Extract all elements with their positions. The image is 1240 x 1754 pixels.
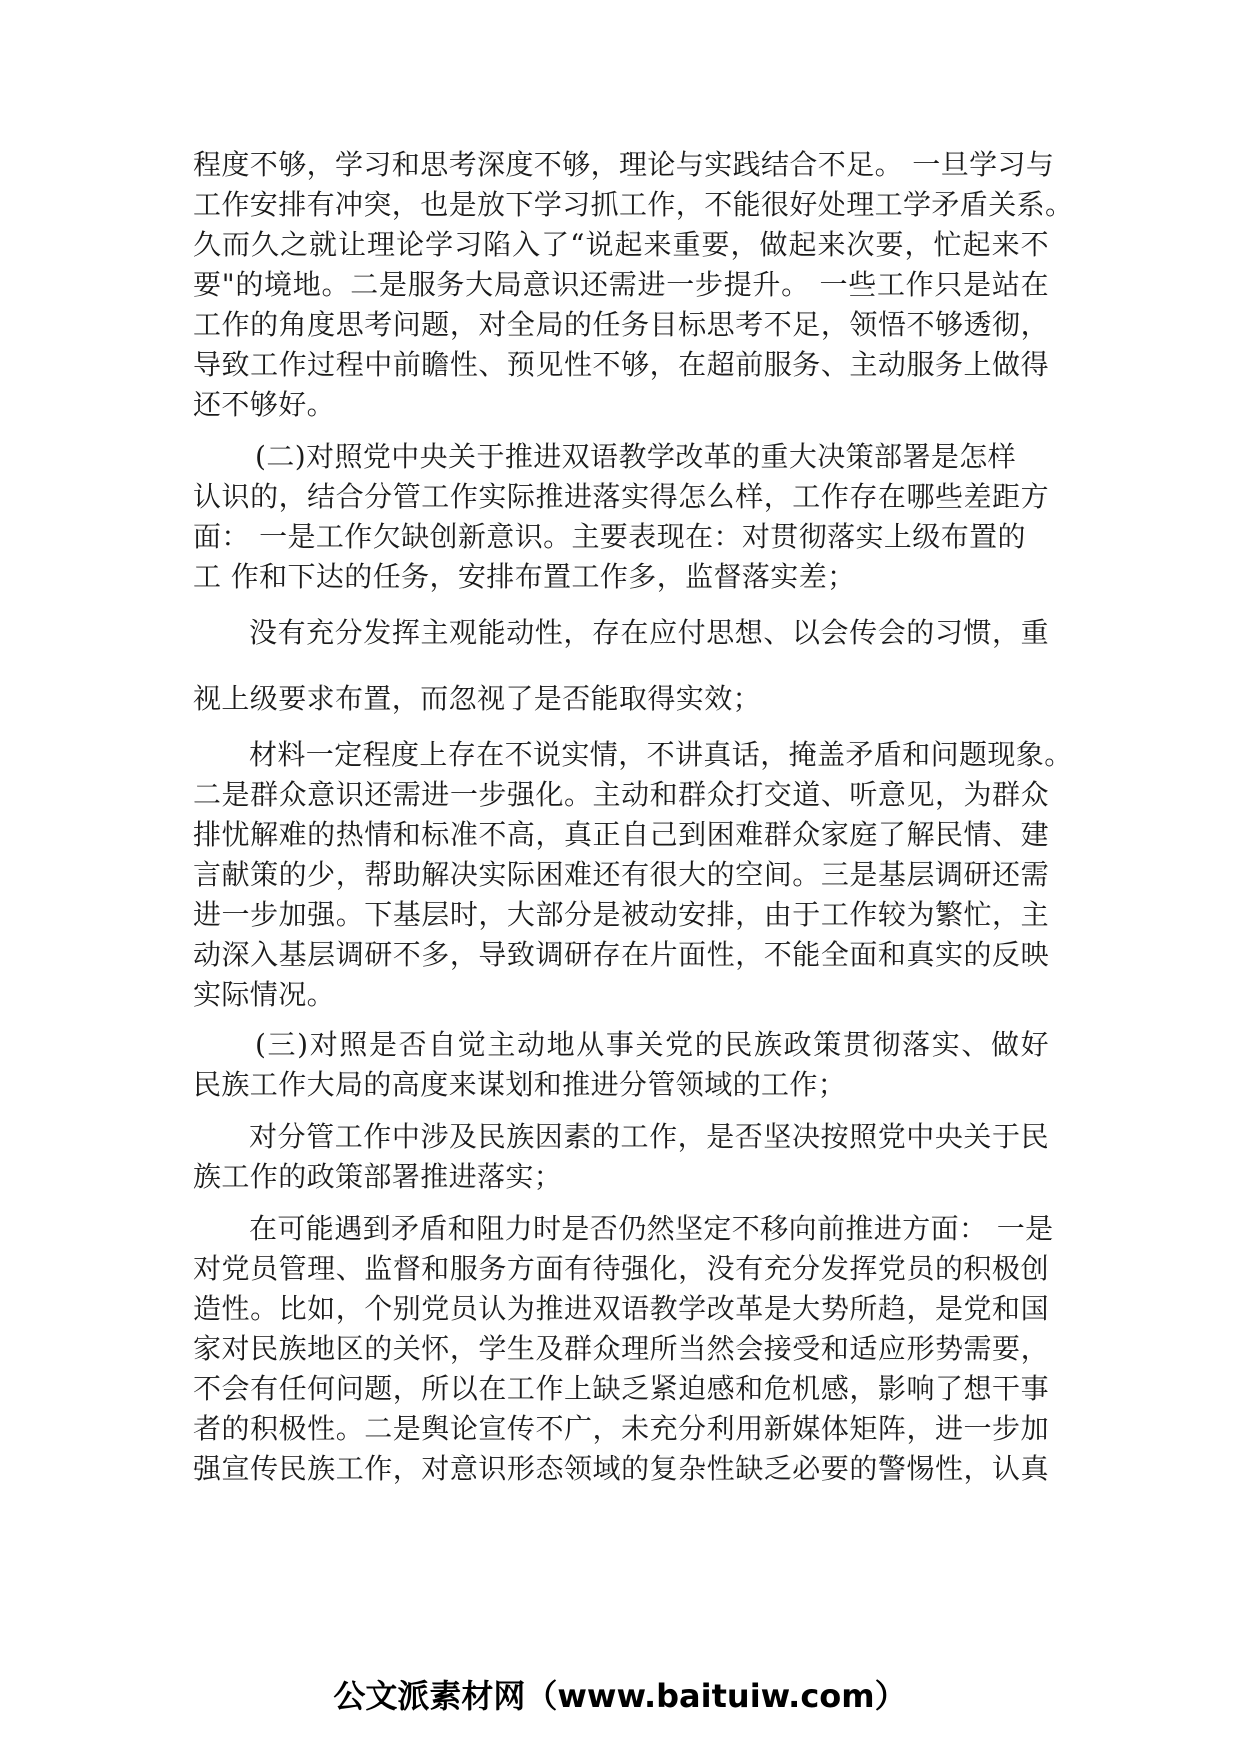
text-line: 对党员管理、监督和服务方面有待强化，没有充分发挥党员的积极创 — [193, 1252, 1049, 1285]
text-line: 言献策的少，帮助解决实际困难还有很大的空间。三是基层调研还需 — [193, 858, 1049, 891]
text-line: 认识的，结合分管工作实际推进落实得怎么样，工作存在哪些差距方 — [193, 480, 1049, 513]
text-line: 民族工作大局的高度来谋划和推进分管领域的工作； — [193, 1068, 847, 1101]
section-heading-3: (三)对照是否自觉主动地从事关党的民族政策贯彻落实、做好 — [255, 1028, 1049, 1061]
text-line: 要"的境地。二是服务大局意识还需进一步提升。 一些工作只是站在 — [193, 268, 1049, 301]
text-line: 没有充分发挥主观能动性，存在应付思想、以会传会的习惯，重 — [249, 616, 1049, 649]
text-line: 二是群众意识还需进一步强化。主动和群众打交道、听意见，为群众 — [193, 778, 1049, 811]
text-line: 面： 一是工作欠缺创新意识。主要表现在：对贯彻落实上级布置的 — [193, 520, 1026, 553]
text-line: 导致工作过程中前瞻性、预见性不够，在超前服务、主动服务上做得 — [193, 348, 1049, 381]
text-line: 工作安排有冲突，也是放下学习抓工作，不能很好处理工学矛盾关系。 — [193, 188, 1074, 221]
section-heading-2: (二)对照党中央关于推进双语教学改革的重大决策部署是怎样 — [255, 440, 1017, 473]
text-line: 动深入基层调研不多，导致调研存在片面性，不能全面和真实的反映 — [193, 938, 1049, 971]
text-line: 者的积极性。二是舆论宣传不广，未充分利用新媒体矩阵，进一步加 — [193, 1412, 1049, 1445]
text-line: 对分管工作中涉及民族因素的工作，是否坚决按照党中央关于民 — [249, 1120, 1049, 1153]
text-line: 族工作的政策部署推进落实； — [193, 1160, 563, 1193]
text-line: 工作的角度思考问题，对全局的任务目标思考不足，领悟不够透彻， — [193, 308, 1049, 341]
text-line: 进一步加强。下基层时，大部分是被动安排，由于工作较为繁忙，主 — [193, 898, 1049, 931]
text-line: 造性。比如，个别党员认为推进双语教学改革是大势所趋，是党和国 — [193, 1292, 1049, 1325]
text-line: 视上级要求布置，而忽视了是否能取得实效； — [193, 682, 762, 715]
text-line: 材料一定程度上存在不说实情，不讲真话，掩盖矛盾和问题现象。 — [249, 738, 1073, 771]
text-line: 实际情况。 — [193, 978, 336, 1011]
text-line: 还不够好。 — [193, 388, 336, 421]
text-line: 久而久之就让理论学习陷入了“说起来重要，做起来次要，忙起来不 — [193, 228, 1049, 261]
text-line: 程度不够，学习和思考深度不够，理论与实践结合不足。 一旦学习与 — [193, 148, 1055, 181]
text-line: 强宣传民族工作，对意识形态领域的复杂性缺乏必要的警惕性，认真 — [193, 1452, 1049, 1485]
text-line: 排忧解难的热情和标准不高，真正自己到困难群众家庭了解民情、建 — [193, 818, 1049, 851]
footer-site-label: 公文派素材网（www.baituiw.com） — [333, 1677, 907, 1715]
text-line: 家对民族地区的关怀，学生及群众理所当然会接受和适应形势需要， — [193, 1332, 1049, 1365]
text-line: 不会有任何问题，所以在工作上缺乏紧迫感和危机感，影响了想干事 — [193, 1372, 1049, 1405]
text-line: 在可能遇到矛盾和阻力时是否仍然坚定不移向前推进方面： 一是 — [249, 1212, 1054, 1245]
text-line: 工 作和下达的任务，安排布置工作多，监督落实差； — [193, 560, 856, 593]
